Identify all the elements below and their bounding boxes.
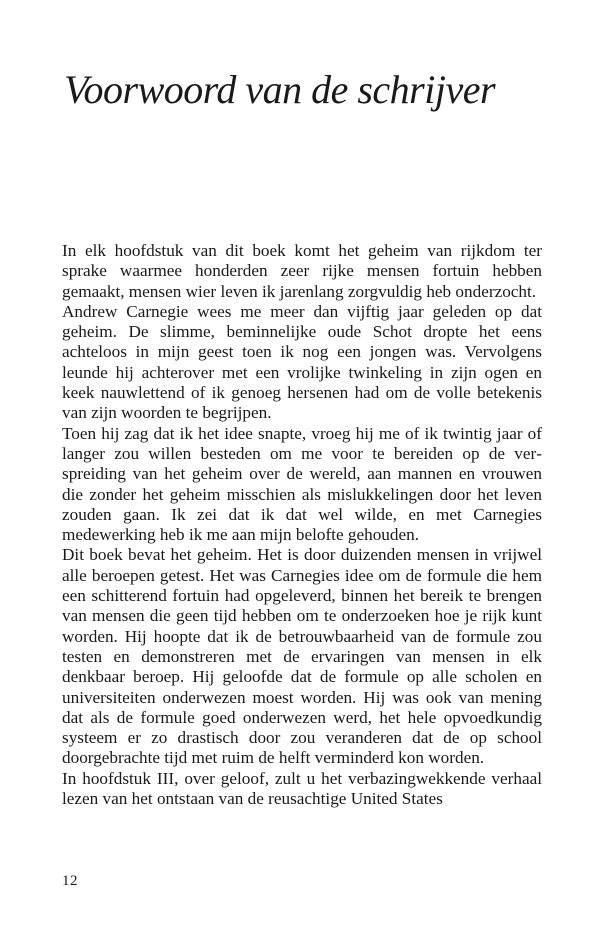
paragraph: In hoofdstuk III, over geloof, zult u het verbazingwekkende verhaal lezen van het ontstaan van de reusachtige United States [62,768,542,809]
chapter-title: Voorwoord van de schrijver [64,67,496,112]
paragraph: Toen hij zag dat ik het idee snapte, vroeg hij me of ik twintig jaar of langer zou willen besteden om me voor te bereiden op de verspreiding van het geheim over de wereld, aan mannen en vrouwen die zonder het geheim misschien als mislukkelingen door het leven zouden gaan. Ik zei dat ik dat wel wilde, en met Carnegies medewerking heb ik me aan mijn belofte gehouden. [62,423,542,545]
body-text [62,241,542,809]
paragraph: Andrew Carnegie wees me meer dan vijftig jaar geleden op dat geheim. De slimme, beminnelijke oude Schot dropte het eens achteloos in mijn geest toen ik nog een jongen was. Vervolgens leunde hij achterover met een vrolijke twinkeling in zijn ogen en keek nauwlettend of ik genoeg hersenen had om de volle betekenis van zijn woorden te begrijpen. [62,301,542,423]
paragraph: In elk hoofdstuk van dit boek komt het geheim van rijkdom ter sprake waarmee honderden zeer rijke mensen fortuin hebben gemaakt, mensen wier leven ik jarenlang zorgvuldig heb onderzocht. [62,241,542,301]
page-number: 12 [62,873,78,889]
paragraph: Dit boek bevat het geheim. Het is door duizenden mensen in vrijwel alle beroepen getest. Het was Carnegies idee om de formule die hem een schitterend fortuin had opgeleverd, binnen het bereik te brengen van mensen die geen tijd hebben om te onderzoeken hoe je rijk kunt worden. Hij hoopte dat ik de betrouwbaarheid van de formule zou testen en demonstreren met de ervaringen van mensen in elk denkbaar beroep. Hij geloofde dat de formule op alle scholen en universiteiten onderwezen moest worden. Hij was ook van mening dat als de formule goed onderwezen werd, het hele opvoedkundig systeem er zo drastisch door zou veranderen dat de op school doorgebrachte tijd met ruim de helft verminderd kon worden. [62,545,542,768]
